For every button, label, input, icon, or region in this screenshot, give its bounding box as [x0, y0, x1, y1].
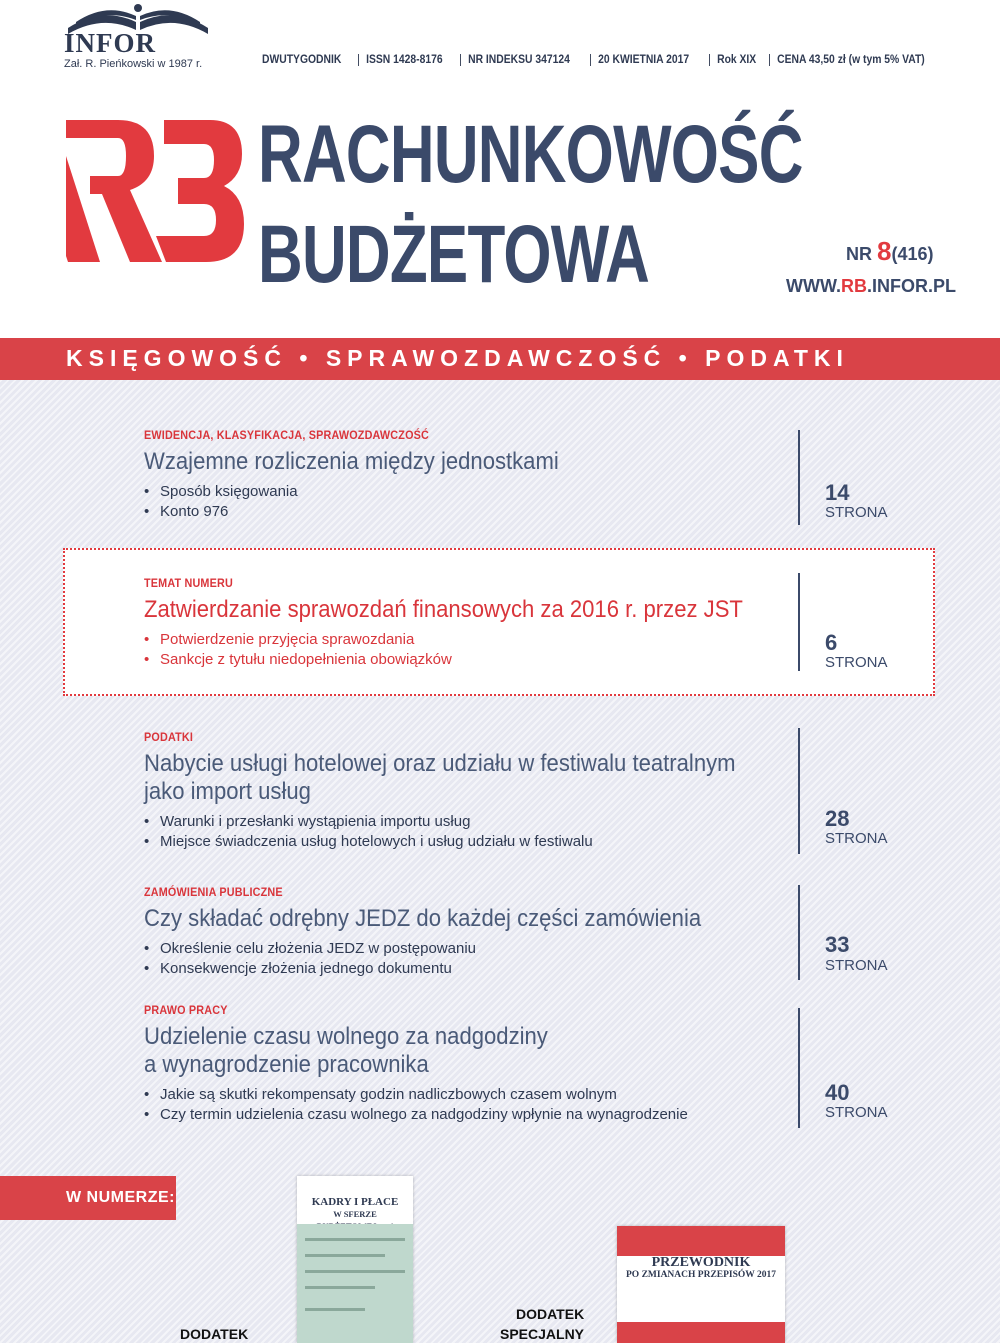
cover-row	[305, 1286, 375, 1289]
masthead	[0, 0, 1000, 338]
article-category: EWIDENCJA, KLASYFIKACJA, SPRAWOZDAWCZOŚĆ	[144, 428, 430, 442]
special-supplement-label-line2: SPECJALNY	[500, 1326, 585, 1342]
page-divider	[798, 885, 800, 980]
supplement-label: DODATEK	[180, 1326, 249, 1342]
article-headline-line2: a wynagrodzenie pracownika	[144, 1051, 429, 1078]
article-page-number: 6	[825, 630, 838, 655]
info-price: CENA 43,50 zł (w tym 5% VAT)	[769, 54, 932, 66]
article-bullet: • Jakie są skutki rekompensaty godzin nadliczbowych czasem wolnym	[144, 1085, 794, 1105]
article-bullet: • Czy termin udzielenia czasu wolnego za nadgodziny wpłynie na wynagrodzenie	[144, 1105, 794, 1125]
article-bullets	[144, 812, 794, 852]
article-headline-line1: Udzielenie czasu wolnego za nadgodziny	[144, 1023, 548, 1050]
issue-number-prefix: NR	[846, 244, 877, 264]
magazine-title-line2: BUDŻETOWA	[258, 209, 650, 300]
page-divider	[798, 728, 800, 854]
page-divider	[798, 430, 800, 525]
website-highlight: RB	[840, 276, 867, 296]
supplement-cover-title-line2: PO ZMIANACH PRZEPISÓW 2017	[626, 1270, 776, 1280]
article-4[interactable]	[144, 885, 794, 979]
supplement-cover-top-band	[617, 1226, 785, 1256]
supplement-cover-kadry[interactable]	[297, 1176, 413, 1343]
special-supplement-label-line1: DODATEK	[516, 1306, 585, 1322]
info-year: Rok XIX	[709, 54, 763, 66]
article-bullet: • Konto 976	[144, 502, 794, 522]
article-bullets	[144, 1085, 794, 1125]
article-2-featured[interactable]	[144, 576, 794, 670]
supplement-cover-bottom-band	[617, 1322, 785, 1343]
article-bullets	[144, 939, 794, 979]
website-suffix: .INFOR.PL	[866, 276, 956, 296]
article-3[interactable]	[144, 730, 794, 852]
info-frequency: DWUTYGODNIK	[262, 54, 342, 66]
supplement-cover-title-line2: W SFERZE	[333, 1209, 377, 1219]
article-category: PRAWO PRACY	[144, 1003, 228, 1017]
supplement-cover-band	[297, 1224, 413, 1343]
article-headline: Zatwierdzanie sprawozdań finansowych za 2016 r. przez JST	[144, 596, 743, 623]
article-bullet: • Sposób księgowania	[144, 482, 794, 502]
article-headline-line1: Nabycie usługi hotelowej oraz udziału w festiwalu teatralnym	[144, 750, 736, 777]
article-bullet: • Warunki i przesłanki wystąpienia importu usług	[144, 812, 794, 832]
info-issn: ISSN 1428-8176	[358, 54, 450, 66]
in-this-issue-label: W NUMERZE:	[66, 1189, 175, 1206]
infor-logo	[62, 0, 222, 70]
publisher-name: INFOR	[64, 28, 156, 58]
article-headline: Wzajemne rozliczenia między jednostkami	[144, 448, 559, 475]
article-bullet: • Potwierdzenie przyjęcia sprawozdania	[144, 630, 794, 650]
article-headline-line2: jako import usług	[144, 778, 311, 805]
article-bullet: • Miejsce świadczenia usług hotelowych i usług udziału w festiwalu	[144, 832, 794, 852]
article-page-label: STRONA	[825, 957, 888, 974]
article-category: TEMAT NUMERU	[144, 576, 233, 590]
article-page-number: 33	[825, 932, 850, 957]
page-divider	[798, 1008, 800, 1128]
article-5[interactable]	[144, 1003, 794, 1125]
supplement-cover-title	[617, 1256, 785, 1282]
issue-number-suffix: (416)	[891, 244, 934, 264]
cover-row	[305, 1270, 405, 1273]
page-divider	[798, 573, 800, 671]
article-page-label: STRONA	[825, 654, 888, 671]
article-page-label: STRONA	[825, 1104, 888, 1121]
info-index: NR INDEKSU 347124	[460, 54, 577, 66]
magazine-title-line1: RACHUNKOWOŚĆ	[258, 109, 803, 200]
article-bullet: • Sankcje z tytułu niedopełnienia obowiązków	[144, 650, 794, 670]
article-bullets	[144, 630, 794, 670]
cover-row	[305, 1308, 365, 1311]
article-page-label: STRONA	[825, 504, 888, 521]
publisher-subtitle: Zał. R. Pieńkowski w 1987 r.	[64, 58, 203, 70]
article-1[interactable]	[144, 428, 794, 522]
supplement-cover-przewodnik[interactable]	[617, 1226, 785, 1343]
info-date: 20 KWIETNIA 2017	[590, 54, 696, 66]
article-bullet: • Konsekwencje złożenia jednego dokumentu	[144, 959, 794, 979]
article-category: ZAMÓWIENIA PUBLICZNE	[144, 885, 283, 899]
article-bullet: • Określenie celu złożenia JEDZ w postępowaniu	[144, 939, 794, 959]
rb-logo-icon	[60, 116, 245, 266]
cover-row	[305, 1254, 385, 1257]
issue-info-bar	[262, 54, 950, 66]
supplement-cover-title-line1: KADRY I PŁACE	[311, 1196, 399, 1208]
supplement-cover-title-line1: PRZEWODNIK	[651, 1255, 751, 1270]
topics-text: KSIĘGOWOŚĆ • SPRAWOZDAWCZOŚĆ • PODATKI	[66, 345, 849, 371]
article-category: PODATKI	[144, 730, 194, 744]
article-bullets	[144, 482, 794, 522]
issue-number-main: 8	[877, 236, 892, 266]
website-url[interactable]	[786, 276, 956, 297]
article-page-number: 28	[825, 806, 850, 831]
website-prefix: WWW.	[786, 276, 841, 296]
article-headline: Czy składać odrębny JEDZ do każdej części zamówienia	[144, 905, 702, 932]
article-page-label: STRONA	[825, 830, 888, 847]
article-page-number: 40	[825, 1080, 850, 1105]
issue-number	[846, 236, 934, 267]
cover-row	[305, 1238, 405, 1241]
article-page-number: 14	[825, 480, 850, 505]
